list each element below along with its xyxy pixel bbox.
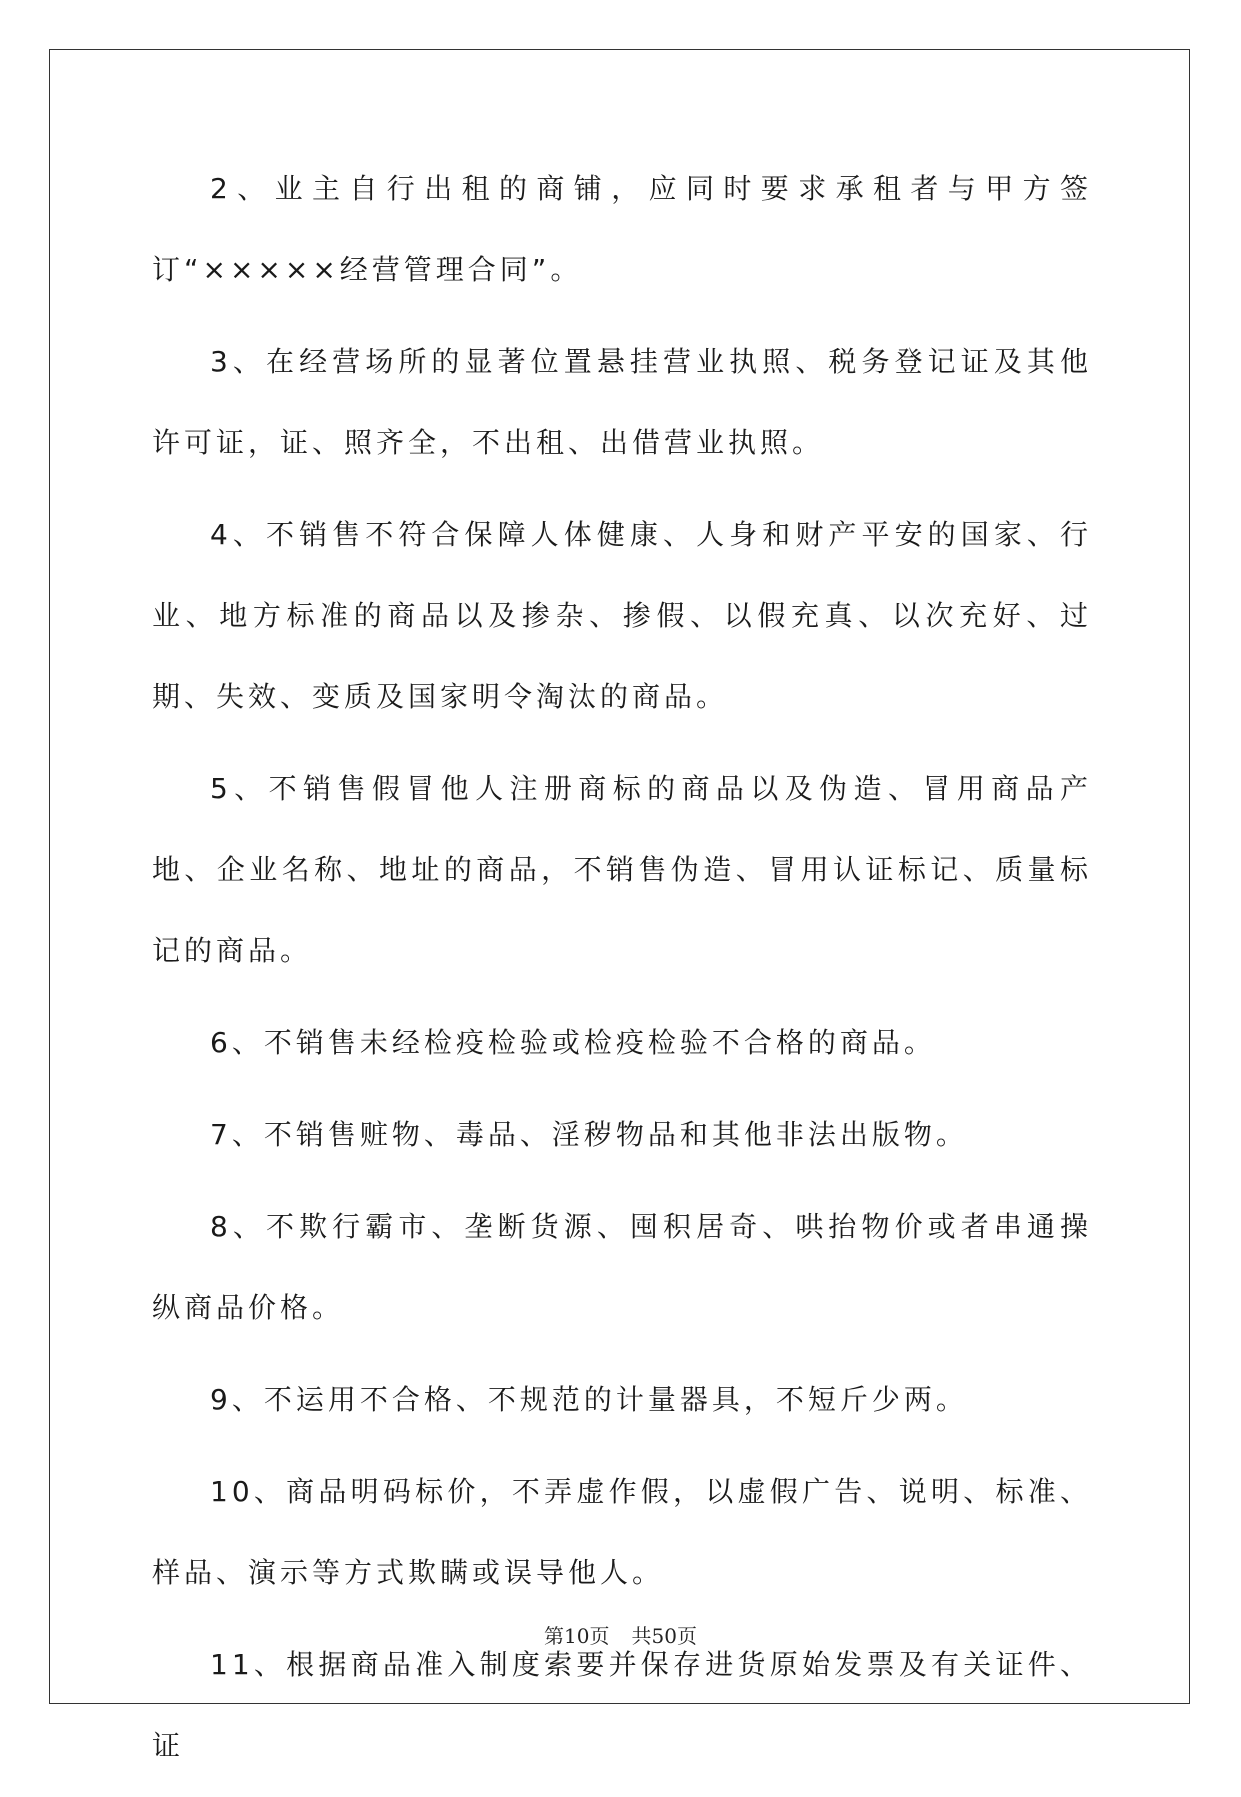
paragraph: 3、在经营场所的显著位置悬挂营业执照、税务登记证及其他许可证，证、照齐全，不出租、出借营业执照。 (152, 345, 1092, 459)
paragraph: 5、不销售假冒他人注册商标的商品以及伪造、冒用商品产地、企业名称、地址的商品，不销售伪造、冒用认证标记、质量标记的商品。 (152, 772, 1092, 967)
paragraph: 8、不欺行霸市、垄断货源、囤积居奇、哄抬物价或者串通操纵商品价格。 (152, 1210, 1092, 1324)
paragraph: 7、不销售赃物、毒品、淫秽物品和其他非法出版物。 (210, 1118, 968, 1151)
paragraph: 6、不销售未经检疫检验或检疫检验不合格的商品。 (210, 1026, 936, 1059)
page-footer (0, 1620, 1241, 1649)
paragraph: 10、商品明码标价，不弄虚作假，以虚假广告、说明、标准、样品、演示等方式欺瞒或误导他人。 (152, 1475, 1092, 1589)
paragraph: 4、不销售不符合保障人体健康、人身和财产平安的国家、行业、地方标准的商品以及掺杂、掺假、以假充真、以次充好、过期、失效、变质及国家明令淘汰的商品。 (152, 518, 1092, 713)
paragraph: 11、根据商品准入制度索要并保存进货原始发票及有关证件、证 (152, 1648, 1092, 1762)
document-body (152, 148, 1092, 1797)
paragraph: 2、业主自行出租的商铺，应同时要求承租者与甲方签订“×××××经营管理合同”。 (152, 172, 1092, 286)
page-total: 共50页 (631, 1624, 697, 1648)
page-number: 第10页 (544, 1624, 610, 1648)
paragraph: 9、不运用不合格、不规范的计量器具，不短斤少两。 (210, 1383, 968, 1416)
